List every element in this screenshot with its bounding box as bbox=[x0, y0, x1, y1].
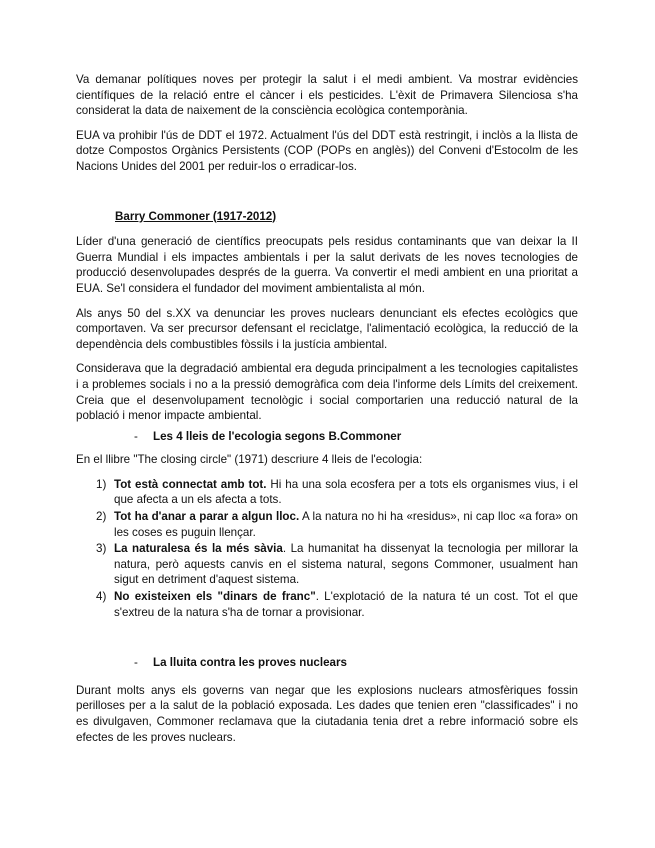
heading-nuclear-tests-text: La lluita contra les proves nuclears bbox=[153, 656, 347, 670]
list-item-law-3 bbox=[76, 541, 578, 588]
law-title: Tot està connectat amb tot. bbox=[114, 477, 267, 491]
list-number: 3) bbox=[96, 542, 107, 556]
paragraph-commoner-leader: Líder d'una generació de científics preocupats pels residus contaminants que van deixar la II Guerra Mundial i els impactes ambientals i per la salut derivats de les noves tecnologies de producció desenvolupades després de la guerra. Va convertir el medi ambient en una prioritat a EUA. Se'l considera el fundador del moviment ambientalista al món. bbox=[76, 235, 578, 295]
law-title: Tot ha d'anar a parar a algun lloc. bbox=[114, 510, 300, 524]
law-title: La naturalesa és la més sàvia bbox=[114, 542, 283, 556]
law-title: No existeixen els "dinars de franc" bbox=[114, 590, 316, 604]
list-number: 1) bbox=[96, 477, 107, 491]
list-item-law-4 bbox=[76, 589, 578, 620]
laws-list bbox=[76, 477, 578, 620]
law-text: . La humanitat ha dissenyat la tecnologia per millorar la natura, però aquests canvis en el sistema natural, segons Commoner, usualment han sigut en detriment d'aquest sistema. bbox=[114, 542, 579, 587]
list-item-law-2 bbox=[76, 509, 578, 540]
list-item-law-1 bbox=[76, 477, 578, 508]
paragraph-commoner-50s: Als anys 50 del s.XX va denunciar les proves nuclears denunciant els efectes ecològics que comportaven. Va ser precursor defensant el reciclatge, l'alimentació ecològica, la reducció de la dependència dels combustibles fòssils i la justícia ambiental. bbox=[76, 306, 578, 351]
law-text: . L'explotació de la natura té un cost. Tot el que s'extreu de la natura s'ha de tornar a provisionar. bbox=[114, 590, 578, 619]
document-page bbox=[76, 72, 578, 745]
paragraph-commoner-degradation: Considerava que la degradació ambiental era deguda principalment a les tecnologies capitalistes i a problemes socials i no a la pressió demogràfica com deia l'informe dels Límits del creixement. Creia que el desenvolupament tecnològic i social comportarien una reducció natural de la població i menor impacte ambiental. bbox=[76, 362, 578, 423]
bullet-dash: - bbox=[134, 656, 138, 670]
law-text: Hi ha una sola ecosfera per a tots els organismes vius, i el que afecta a un els afecta a tots. bbox=[114, 477, 578, 507]
law-text: A la natura no hi ha «residus», ni cap lloc «a fora» on les coses es puguin llençar. bbox=[114, 510, 578, 539]
heading-four-laws-text: Les 4 lleis de l'ecologia segons B.Commoner bbox=[153, 429, 402, 443]
heading-nuclear-tests bbox=[76, 655, 578, 671]
list-number: 4) bbox=[96, 590, 107, 604]
paragraph-ddt-health: Va demanar polítiques noves per protegir la salut i el medi ambient. Va mostrar evidències científiques de la relació entre el càncer i els pesticides. L'èxit de Primavera Silenciosa s'ha considerat la data de naixement de la consciència ecològica contemporània. bbox=[76, 73, 578, 118]
bullet-dash: - bbox=[134, 429, 138, 443]
list-number: 2) bbox=[96, 510, 107, 524]
paragraph-laws-intro: En el llibre "The closing circle" (1971) descriure 4 lleis de l'ecologia: bbox=[76, 453, 423, 467]
paragraph-ddt-ban: EUA va prohibir l'ús de DDT el 1972. Actualment l'ús del DDT està restringit, i inclòs a la llista de dotze Compostos Orgànics Persistents (COP (POPs en anglès)) del Conveni d'Estocolm de les Nacions Unides del 2001 per reduir-los o erradicar-los. bbox=[76, 128, 578, 173]
heading-four-laws bbox=[76, 429, 578, 445]
paragraph-nuclear: Durant molts anys els governs van negar que les explosions nuclears atmosfèriques fossin perilloses per a la salut de la població exposada. Les dades que tenien eren "classificades" i no es divulgaven, Commoner reclamava que la ciutadania tenia dret a rebre informació sobre els efectes de les proves nuclears. bbox=[76, 683, 578, 744]
heading-barry-commoner: Barry Commoner (1917-2012) bbox=[115, 209, 277, 223]
